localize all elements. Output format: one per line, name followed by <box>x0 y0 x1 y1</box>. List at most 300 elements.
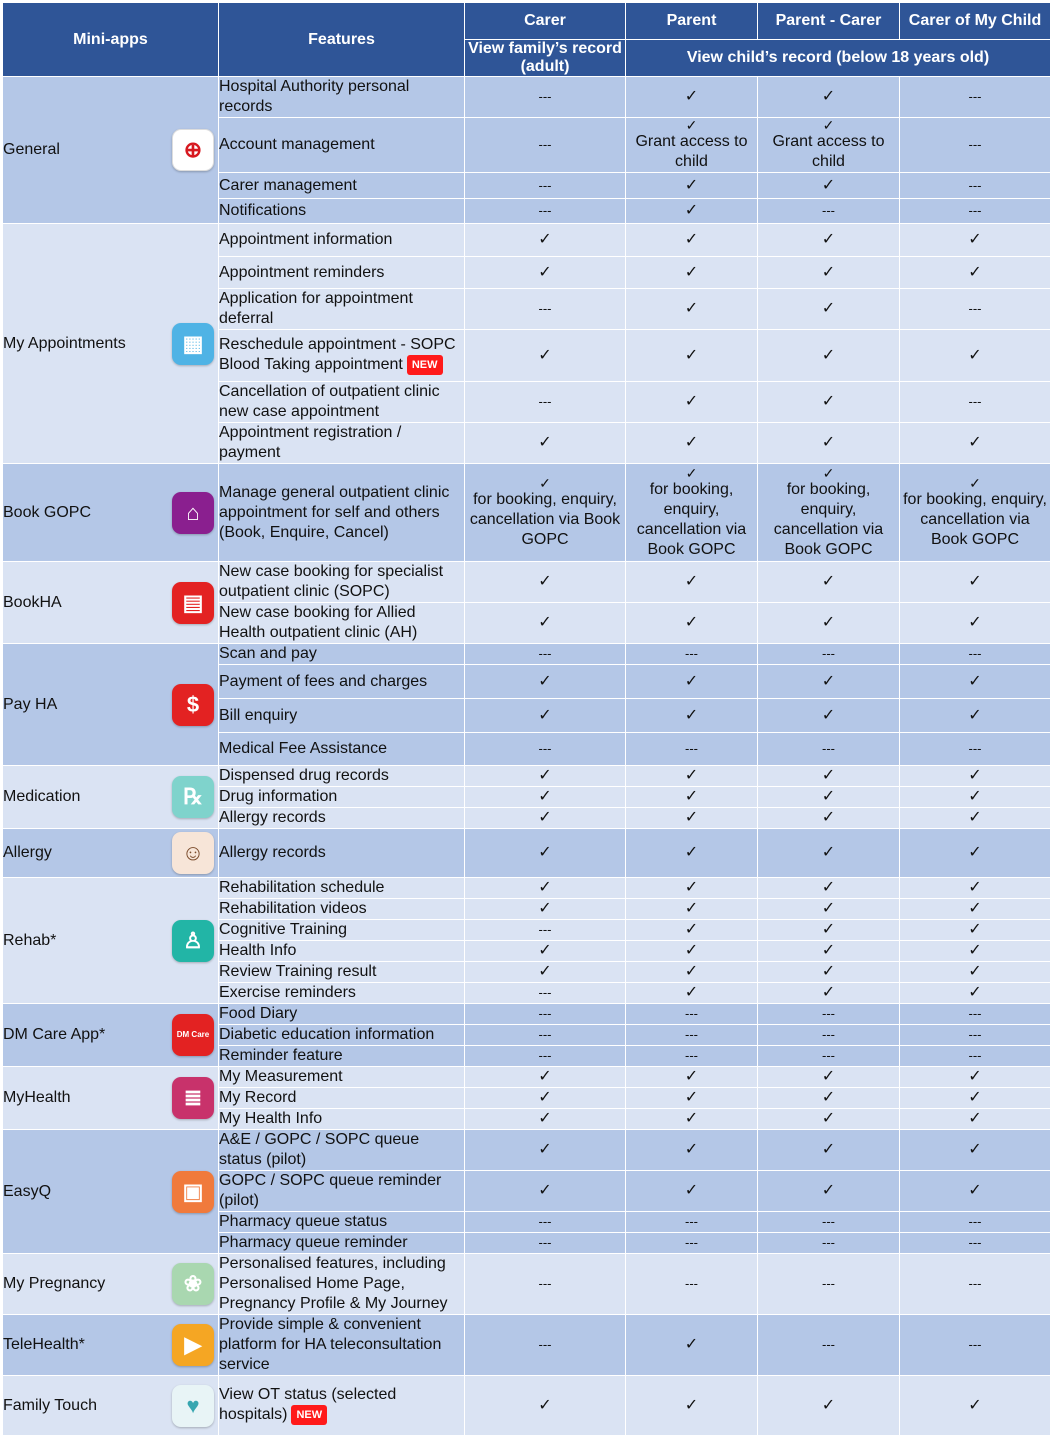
value-cell-carer-child <box>900 829 1051 878</box>
feature-cell <box>219 1315 465 1376</box>
value-cell-parent <box>626 1171 758 1212</box>
access-note: for booking, enquiry, cancellation via Book GOPC <box>773 480 884 558</box>
dash-mark: --- <box>968 89 982 104</box>
tick-icon: ✓ <box>538 900 552 917</box>
tick-icon: ✓ <box>684 393 699 410</box>
value-cell-parent-carer <box>758 1004 900 1025</box>
tick-icon: ✓ <box>968 1141 982 1158</box>
miniapp-cell <box>3 77 219 224</box>
feature-cell <box>219 423 465 464</box>
miniapp-name: Allergy <box>3 844 52 861</box>
dash-mark: --- <box>538 1337 552 1352</box>
calendar-clock-icon[interactable]: ▦ <box>172 323 214 365</box>
table-row <box>3 766 1051 787</box>
value-cell-parent-carer <box>758 766 900 787</box>
value-cell-carer-child <box>900 289 1051 330</box>
feature-label: Appointment registration / payment <box>219 424 402 461</box>
value-cell-carer <box>465 1254 626 1315</box>
value-cell-parent-carer <box>758 962 900 983</box>
feature-label: Allergy records <box>219 844 326 861</box>
value-cell-parent-carer <box>758 829 900 878</box>
header-carer-of-my-child: Carer of My Child <box>900 3 1051 40</box>
tick-icon: ✓ <box>821 573 836 590</box>
dash-mark: --- <box>685 1214 698 1229</box>
access-note: Grant access to child <box>635 133 748 170</box>
feature-label: Pharmacy queue reminder <box>219 1234 408 1251</box>
value-cell-parent-carer <box>758 899 900 920</box>
value-cell-parent-carer <box>758 77 900 118</box>
value-cell-parent <box>626 224 758 257</box>
value-cell-carer <box>465 1004 626 1025</box>
miniapp-cell <box>3 1254 219 1315</box>
tick-icon: ✓ <box>684 900 699 917</box>
feature-label: Hospital Authority personal records <box>219 78 410 115</box>
value-cell-parent-carer <box>758 941 900 962</box>
queue-ticket-icon[interactable]: ▣ <box>172 1171 214 1213</box>
miniapp-name: MyHealth <box>3 1089 71 1106</box>
tick-icon: ✓ <box>821 231 836 248</box>
value-cell-carer <box>465 1376 626 1436</box>
tick-icon: ✓ <box>821 614 836 631</box>
tick-icon: ✓ <box>822 117 835 133</box>
value-cell-carer <box>465 962 626 983</box>
value-cell-carer <box>465 1088 626 1109</box>
value-cell-parent-carer <box>758 603 900 644</box>
tick-icon: ✓ <box>821 984 836 1001</box>
tick-icon: ✓ <box>538 1110 552 1127</box>
miniapp-cell <box>3 224 219 464</box>
feature-cell <box>219 330 465 382</box>
tick-icon: ✓ <box>821 1110 836 1127</box>
tick-icon: ✓ <box>538 844 552 861</box>
value-cell-carer <box>465 766 626 787</box>
dash-mark: --- <box>968 394 982 409</box>
value-cell-parent-carer <box>758 733 900 766</box>
value-cell-parent-carer <box>758 382 900 423</box>
dash-mark: --- <box>822 1214 835 1229</box>
tick-icon: ✓ <box>538 614 552 631</box>
value-cell-parent <box>626 808 758 829</box>
tick-icon: ✓ <box>821 1068 836 1085</box>
value-cell-carer-child <box>900 257 1051 289</box>
feature-label: Dispensed drug records <box>219 767 389 784</box>
value-cell-parent <box>626 1376 758 1436</box>
value-cell-carer <box>465 1025 626 1046</box>
tick-icon: ✓ <box>685 464 698 481</box>
subheader-carer-scope: View family’s record (adult) <box>465 40 626 77</box>
feature-label: GOPC / SOPC queue reminder (pilot) <box>219 1172 442 1209</box>
value-cell-parent <box>626 878 758 899</box>
tick-icon: ✓ <box>538 706 552 724</box>
pay-dollar-icon[interactable]: $ <box>172 684 214 726</box>
feature-cell <box>219 603 465 644</box>
tick-icon: ✓ <box>968 672 982 690</box>
feature-label: Manage general outpatient clinic appointment for self and others (Book, Enquire, Cancel) <box>219 483 450 541</box>
table-row <box>3 464 1051 562</box>
table-row <box>3 829 1051 878</box>
value-cell-carer <box>465 464 626 562</box>
value-cell-parent-carer <box>758 1025 900 1046</box>
feature-cell <box>219 644 465 665</box>
miniapp-cell <box>3 1376 219 1436</box>
video-consult-icon[interactable]: ▶ <box>172 1324 214 1366</box>
feature-label: Rehabilitation schedule <box>219 879 385 896</box>
value-cell-carer-child <box>900 1171 1051 1212</box>
tick-icon: ✓ <box>968 809 982 826</box>
feature-cell <box>219 289 465 330</box>
value-cell-parent <box>626 257 758 289</box>
rx-pill-icon[interactable]: ℞ <box>172 776 214 818</box>
value-cell-parent-carer <box>758 173 900 199</box>
value-cell-parent-carer <box>758 1046 900 1067</box>
value-cell-parent-carer <box>758 1130 900 1171</box>
dash-mark: --- <box>685 1006 698 1021</box>
tick-icon: ✓ <box>821 176 836 194</box>
pregnancy-stork-icon[interactable]: ❀ <box>172 1263 214 1305</box>
tick-icon: ✓ <box>821 900 836 917</box>
value-cell-parent <box>626 1025 758 1046</box>
header-parent: Parent <box>626 3 758 40</box>
tick-icon: ✓ <box>684 1068 699 1085</box>
feature-cell <box>219 787 465 808</box>
value-cell-carer <box>465 920 626 941</box>
value-cell-carer-child <box>900 1067 1051 1088</box>
dash-mark: --- <box>685 646 698 661</box>
dash-mark: --- <box>822 1006 835 1021</box>
value-cell-parent-carer <box>758 665 900 699</box>
tick-icon: ✓ <box>538 963 552 980</box>
value-cell-carer-child <box>900 920 1051 941</box>
tick-icon: ✓ <box>684 573 699 590</box>
feature-label: Bill enquiry <box>219 706 298 724</box>
tick-icon: ✓ <box>821 1182 836 1199</box>
value-cell-parent-carer <box>758 878 900 899</box>
value-cell-carer <box>465 1109 626 1130</box>
miniapp-name: My Appointments <box>3 334 126 352</box>
tick-icon: ✓ <box>538 434 552 451</box>
tick-icon: ✓ <box>821 809 836 826</box>
feature-cell <box>219 77 465 118</box>
tick-icon: ✓ <box>538 1141 552 1158</box>
table-row <box>3 1067 1051 1088</box>
feature-label: Notifications <box>219 202 307 219</box>
value-cell-parent <box>626 665 758 699</box>
value-cell-carer-child <box>900 1254 1051 1315</box>
tick-icon: ✓ <box>822 464 835 481</box>
value-cell-carer <box>465 257 626 289</box>
value-cell-parent-carer <box>758 1315 900 1376</box>
access-note: for booking, enquiry, cancellation via Book GOPC <box>636 480 747 558</box>
ha-logo-icon[interactable]: ⊕ <box>172 129 214 171</box>
value-cell-parent-carer <box>758 423 900 464</box>
miniapp-name: Pay HA <box>3 695 58 713</box>
miniapp-name: Medication <box>3 788 81 805</box>
tick-icon: ✓ <box>538 942 552 959</box>
value-cell-carer-child <box>900 1004 1051 1025</box>
tick-icon: ✓ <box>821 706 836 724</box>
value-cell-carer <box>465 1130 626 1171</box>
dash-mark: --- <box>538 646 552 661</box>
value-cell-carer <box>465 562 626 603</box>
tick-icon: ✓ <box>968 1089 982 1106</box>
dash-mark: --- <box>822 1235 835 1250</box>
tick-icon: ✓ <box>684 672 699 690</box>
health-notebook-icon[interactable]: ≣ <box>172 1077 214 1119</box>
value-cell-carer <box>465 1233 626 1254</box>
value-cell-parent <box>626 173 758 199</box>
dash-mark: --- <box>538 1027 552 1042</box>
tick-icon: ✓ <box>821 767 836 784</box>
dash-mark: --- <box>538 137 552 152</box>
dash-mark: --- <box>968 741 982 756</box>
tick-icon: ✓ <box>968 788 982 805</box>
table-row <box>3 224 1051 257</box>
feature-label: Carer management <box>219 176 357 194</box>
tick-icon: ✓ <box>968 1182 982 1199</box>
feature-cell <box>219 1171 465 1212</box>
dash-mark: --- <box>822 1027 835 1042</box>
header-parent-carer: Parent - Carer <box>758 3 900 40</box>
dash-mark: --- <box>538 203 552 218</box>
value-cell-carer-child <box>900 1315 1051 1376</box>
table-row <box>3 1130 1051 1171</box>
feature-label: Drug information <box>219 788 338 805</box>
ha-calendar-icon[interactable]: ▤ <box>172 582 214 624</box>
miniapp-cell <box>3 878 219 1004</box>
value-cell-parent <box>626 199 758 224</box>
value-cell-carer <box>465 808 626 829</box>
dash-mark: --- <box>968 1006 982 1021</box>
feature-cell <box>219 665 465 699</box>
miniapp-cell <box>3 644 219 766</box>
dash-mark: --- <box>538 1006 552 1021</box>
feature-label: Food Diary <box>219 1005 298 1022</box>
value-cell-carer-child <box>900 983 1051 1004</box>
tick-icon: ✓ <box>968 434 982 451</box>
value-cell-carer <box>465 733 626 766</box>
feature-cell <box>219 1130 465 1171</box>
table-row <box>3 562 1051 603</box>
value-cell-carer <box>465 603 626 644</box>
value-cell-parent <box>626 1233 758 1254</box>
tick-icon: ✓ <box>538 1068 552 1085</box>
allergy-face-icon[interactable]: ☺ <box>172 832 214 874</box>
value-cell-carer <box>465 878 626 899</box>
feature-cell <box>219 1004 465 1025</box>
tick-icon: ✓ <box>538 672 552 690</box>
value-cell-carer <box>465 1067 626 1088</box>
tick-icon: ✓ <box>539 474 551 491</box>
tick-icon: ✓ <box>684 1336 699 1353</box>
tick-icon: ✓ <box>684 1089 699 1106</box>
feature-label: Medical Fee Assistance <box>219 740 388 757</box>
feature-label: My Health Info <box>219 1110 323 1127</box>
tick-icon: ✓ <box>821 300 836 317</box>
value-cell-parent-carer <box>758 699 900 733</box>
value-cell-carer <box>465 173 626 199</box>
feature-label: Appointment information <box>219 231 393 248</box>
new-badge: NEW <box>291 1405 327 1425</box>
dash-mark: --- <box>538 394 552 409</box>
value-cell-carer-child <box>900 1088 1051 1109</box>
feature-cell <box>219 224 465 257</box>
dash-mark: --- <box>685 1276 698 1291</box>
dash-mark: --- <box>968 1048 982 1063</box>
subheader-child-scope: View child’s record (below 18 years old) <box>626 40 1051 77</box>
feature-label: Pharmacy queue status <box>219 1213 388 1230</box>
value-cell-parent-carer <box>758 787 900 808</box>
dash-mark: --- <box>968 137 982 152</box>
feature-cell <box>219 1067 465 1088</box>
feature-cell <box>219 1233 465 1254</box>
dash-mark: --- <box>968 646 982 661</box>
value-cell-parent <box>626 382 758 423</box>
tick-icon: ✓ <box>684 788 699 805</box>
tick-icon: ✓ <box>684 346 699 364</box>
value-cell-parent-carer <box>758 562 900 603</box>
tick-icon: ✓ <box>968 1068 982 1085</box>
value-cell-carer-child <box>900 224 1051 257</box>
tick-icon: ✓ <box>968 963 982 980</box>
miniapp-name: BookHA <box>3 593 62 611</box>
value-cell-carer-child <box>900 1233 1051 1254</box>
value-cell-carer <box>465 1212 626 1233</box>
dash-mark: --- <box>685 741 698 756</box>
value-cell-parent-carer <box>758 983 900 1004</box>
tick-icon: ✓ <box>968 844 982 861</box>
value-cell-carer <box>465 1046 626 1067</box>
feature-label: New case booking for Allied Health outpatient clinic (AH) <box>219 604 418 641</box>
value-cell-parent <box>626 1067 758 1088</box>
feature-cell <box>219 941 465 962</box>
value-cell-parent <box>626 423 758 464</box>
tick-icon: ✓ <box>684 963 699 980</box>
table-body <box>3 77 1051 1436</box>
tick-icon: ✓ <box>538 767 552 784</box>
tick-icon: ✓ <box>821 788 836 805</box>
house-stethoscope-icon[interactable]: ⌂ <box>172 492 214 534</box>
tick-icon: ✓ <box>821 434 836 451</box>
value-cell-parent <box>626 562 758 603</box>
dm-care-icon[interactable]: DM Care <box>172 1014 214 1056</box>
miniapp-cell <box>3 829 219 878</box>
feature-label: Reminder feature <box>219 1047 343 1064</box>
table-row <box>3 1254 1051 1315</box>
table-row <box>3 77 1051 118</box>
value-cell-parent-carer <box>758 1067 900 1088</box>
dash-mark: --- <box>822 203 835 218</box>
feature-cell <box>219 1109 465 1130</box>
dash-mark: --- <box>968 1235 982 1250</box>
access-note: for booking, enquiry, cancellation via Book GOPC <box>469 490 621 548</box>
miniapp-cell <box>3 1067 219 1130</box>
value-cell-carer-child <box>900 199 1051 224</box>
feature-label: View OT status (selected hospitals) <box>219 1386 397 1424</box>
feature-cell <box>219 199 465 224</box>
tick-icon: ✓ <box>968 573 982 590</box>
feature-label: Provide simple & convenient platform for HA teleconsultation service <box>219 1316 442 1373</box>
value-cell-carer-child <box>900 464 1051 562</box>
value-cell-carer-child <box>900 1130 1051 1171</box>
feature-access-table <box>2 2 1051 1436</box>
feature-cell <box>219 1254 465 1315</box>
value-cell-carer <box>465 118 626 173</box>
miniapp-name: DM Care App* <box>3 1026 106 1043</box>
value-cell-parent-carer <box>758 920 900 941</box>
tick-icon: ✓ <box>538 263 552 281</box>
value-cell-parent <box>626 941 758 962</box>
tick-icon: ✓ <box>538 809 552 826</box>
tick-icon: ✓ <box>684 88 699 105</box>
value-cell-carer-child <box>900 118 1051 173</box>
feature-cell <box>219 1088 465 1109</box>
dash-mark: --- <box>538 741 552 756</box>
feature-label: Personalised features, including Personalised Home Page, Pregnancy Profile & My Journey <box>219 1255 448 1312</box>
tick-icon: ✓ <box>684 1182 699 1199</box>
value-cell-carer <box>465 1315 626 1376</box>
value-cell-carer-child <box>900 941 1051 962</box>
dash-mark: --- <box>968 177 982 193</box>
miniapp-name: Family Touch <box>3 1396 97 1414</box>
tick-icon: ✓ <box>538 1089 552 1106</box>
value-cell-parent <box>626 1046 758 1067</box>
tick-icon: ✓ <box>968 879 982 896</box>
dash-mark: --- <box>822 646 835 661</box>
miniapp-name: My Pregnancy <box>3 1275 106 1292</box>
value-cell-carer-child <box>900 766 1051 787</box>
dash-mark: --- <box>822 741 835 756</box>
header-miniapps: Mini-apps <box>3 3 219 77</box>
value-cell-parent <box>626 118 758 173</box>
value-cell-carer-child <box>900 382 1051 423</box>
tick-icon: ✓ <box>968 900 982 917</box>
dash-mark: --- <box>968 1337 982 1352</box>
table-row <box>3 1004 1051 1025</box>
heart-hands-icon[interactable]: ♥ <box>172 1385 214 1427</box>
dash-mark: --- <box>538 89 552 104</box>
value-cell-carer-child <box>900 787 1051 808</box>
tick-icon: ✓ <box>968 706 982 724</box>
value-cell-parent <box>626 1315 758 1376</box>
miniapp-cell <box>3 766 219 829</box>
value-cell-parent <box>626 787 758 808</box>
value-cell-parent <box>626 733 758 766</box>
dash-mark: --- <box>538 1235 552 1250</box>
rehab-figure-icon[interactable]: ♙ <box>172 920 214 962</box>
feature-cell <box>219 1046 465 1067</box>
feature-cell <box>219 962 465 983</box>
tick-icon: ✓ <box>684 942 699 959</box>
dash-mark: --- <box>968 1214 982 1229</box>
value-cell-carer <box>465 644 626 665</box>
feature-cell <box>219 562 465 603</box>
tick-icon: ✓ <box>968 1110 982 1127</box>
value-cell-parent <box>626 899 758 920</box>
tick-icon: ✓ <box>684 984 699 1001</box>
miniapp-cell <box>3 562 219 644</box>
tick-icon: ✓ <box>684 614 699 631</box>
value-cell-carer-child <box>900 77 1051 118</box>
tick-icon: ✓ <box>821 942 836 959</box>
tick-icon: ✓ <box>538 1182 552 1199</box>
tick-icon: ✓ <box>538 879 552 896</box>
dash-mark: --- <box>538 1214 552 1229</box>
feature-cell <box>219 766 465 787</box>
tick-icon: ✓ <box>684 844 699 861</box>
tick-icon: ✓ <box>684 202 699 219</box>
value-cell-parent-carer <box>758 1212 900 1233</box>
value-cell-carer <box>465 899 626 920</box>
